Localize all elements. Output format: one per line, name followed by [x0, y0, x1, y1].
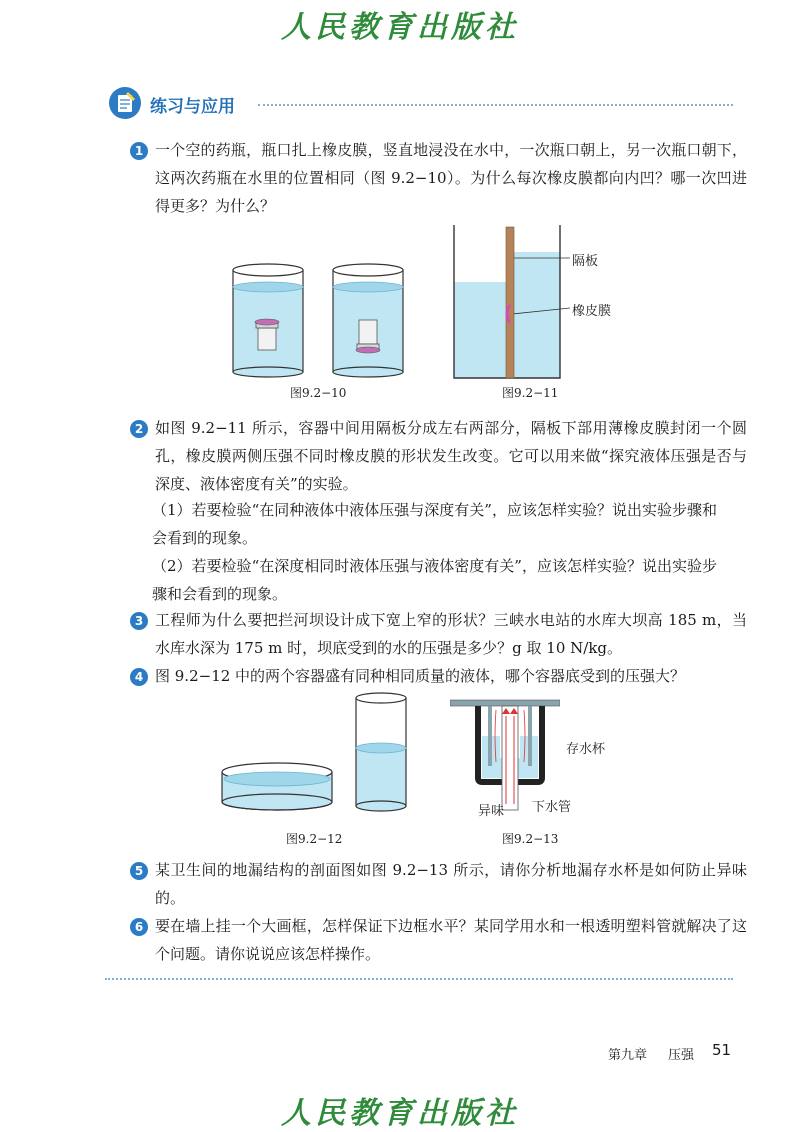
figure-9-2-10 — [228, 262, 418, 386]
publisher-logo-bottom: 人民教育出版社 — [281, 1096, 519, 1131]
question-number-5: 5 — [130, 862, 148, 880]
question-number-6: 6 — [130, 918, 148, 936]
figure-9-2-11-caption: 图9.2−11 — [502, 386, 559, 400]
label-water-cup: 存水杯 — [566, 742, 606, 757]
question-number-3: 3 — [130, 612, 148, 630]
question-4-text: 图 9.2−12 中的两个容器盛有同种相同质量的液体，哪个容器底受到的压强大？ — [155, 667, 686, 685]
figure-9-2-12 — [218, 692, 418, 821]
label-drain-pipe: 下水管 — [532, 800, 572, 815]
figure-9-2-13-caption: 图9.2−13 — [502, 832, 559, 846]
publisher-logo-top: 人民教育出版社 — [281, 10, 519, 45]
chapter-topic: 压强 — [668, 1048, 695, 1063]
question-1-text: 一个空的药瓶，瓶口扎上橡皮膜，竖直地浸没在水中，一次瓶口朝上，另一次瓶口朝下，这两次药瓶在水里的位置相同（图 9.2−10）。为什么每次橡皮膜都向内凹？哪一次凹进得更多？为什么？ — [155, 141, 747, 215]
question-6-text: 要在墙上挂一个大画框，怎样保证下边框水平？某同学用水和一根透明塑料管就解决了这个问题。请你说说应该怎样操作。 — [155, 917, 747, 963]
figure-9-2-11-leader-lines — [514, 250, 574, 324]
label-odor: 异味 — [478, 804, 505, 819]
figure-9-2-12-caption: 图9.2−12 — [286, 832, 343, 846]
question-number-1: 1 — [130, 142, 148, 160]
question-3-text: 工程师为什么要把拦河坝设计成下宽上窄的形状？三峡水电站的水库大坝高 185 m，当水库水深为 175 m 时，坝底受到的水的压强是多少？g 取 10 N/kg。 — [155, 611, 747, 657]
section-title: 练习与应用 — [150, 97, 235, 117]
label-membrane: 橡皮膜 — [572, 304, 612, 319]
question-2-text: 如图 9.2−11 所示，容器中间用隔板分成左右两部分，隔板下部用薄橡皮膜封闭一个圆孔，橡皮膜两侧压强不同时橡皮膜的形状发生改变。它可以用来做“探究液体压强是否与深度、液体密度有关”的实验。 — [155, 419, 747, 493]
question-2-sub-2: （2）若要检验“在深度相同时液体压强与液体密度有关”，应该怎样实验？说出实验步骤和会看到的现象。 — [152, 557, 717, 603]
section-end-divider — [105, 978, 733, 980]
question-5-text: 某卫生间的地漏结构的剖面图如图 9.2−13 所示，请你分析地漏存水杯是如何防止异味的。 — [155, 861, 747, 907]
label-partition: 隔板 — [572, 254, 599, 269]
section-divider — [258, 104, 733, 106]
question-number-4: 4 — [130, 668, 148, 686]
figure-9-2-10-caption: 图9.2−10 — [290, 386, 347, 400]
question-number-2: 2 — [130, 420, 148, 438]
question-2-sub-1: （1）若要检验“在同种液体中液体压强与深度有关”，应该怎样实验？说出实验步骤和会看到的现象。 — [152, 501, 717, 547]
chapter-label: 第九章 — [608, 1048, 648, 1063]
page-number: 51 — [712, 1041, 732, 1059]
exercise-icon — [108, 86, 142, 124]
